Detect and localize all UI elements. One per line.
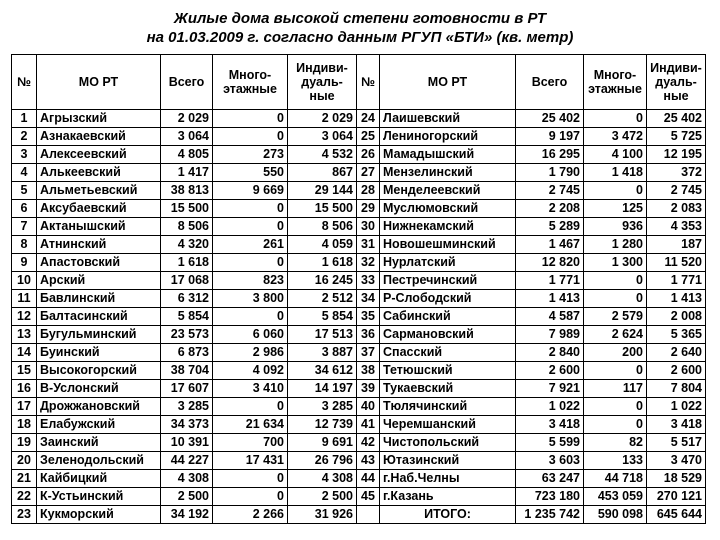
left-district-name: Аксубаевский — [37, 200, 161, 218]
left-district-name: К-Устьинский — [37, 488, 161, 506]
right-multi-storey-value: 1 300 — [584, 254, 647, 272]
table-row — [12, 200, 706, 218]
right-row-number: 24 — [357, 110, 380, 128]
left-multi-storey-value: 0 — [213, 470, 288, 488]
left-individual-value: 31 926 — [288, 506, 357, 524]
right-individual-value: 2 083 — [647, 200, 706, 218]
table-row — [12, 398, 706, 416]
right-district-name: Мензелинский — [380, 164, 516, 182]
right-multi-storey-value: 0 — [584, 362, 647, 380]
left-row-number: 4 — [12, 164, 37, 182]
left-individual-value: 4 308 — [288, 470, 357, 488]
right-individual-value: 2 745 — [647, 182, 706, 200]
right-row-number: 25 — [357, 128, 380, 146]
right-individual-value: 5 365 — [647, 326, 706, 344]
left-district-name: Агрызский — [37, 110, 161, 128]
header-total: Всего — [516, 55, 584, 110]
left-district-name: Актанышский — [37, 218, 161, 236]
left-district-name: Алексеевский — [37, 146, 161, 164]
left-individual-value: 16 245 — [288, 272, 357, 290]
left-multi-storey-value: 0 — [213, 200, 288, 218]
left-total-value: 4 320 — [161, 236, 213, 254]
right-multi-storey-value: 590 098 — [584, 506, 647, 524]
left-row-number: 6 — [12, 200, 37, 218]
right-district-name: Пестречинский — [380, 272, 516, 290]
header-multi: Много-этажные — [584, 55, 647, 110]
right-district-name: Лаишевский — [380, 110, 516, 128]
right-individual-value: 3 470 — [647, 452, 706, 470]
right-row-number: 38 — [357, 362, 380, 380]
left-multi-storey-value: 9 669 — [213, 182, 288, 200]
right-individual-value: 18 529 — [647, 470, 706, 488]
left-total-value: 17 068 — [161, 272, 213, 290]
left-row-number: 21 — [12, 470, 37, 488]
left-individual-value: 34 612 — [288, 362, 357, 380]
right-total-value: 1 771 — [516, 272, 584, 290]
right-individual-value: 2 640 — [647, 344, 706, 362]
left-individual-value: 12 739 — [288, 416, 357, 434]
right-total-value: 12 820 — [516, 254, 584, 272]
left-individual-value: 3 887 — [288, 344, 357, 362]
header-multi: Много-этажные — [213, 55, 288, 110]
table-row — [12, 290, 706, 308]
table-row — [12, 272, 706, 290]
left-total-value: 4 308 — [161, 470, 213, 488]
header-num: № — [357, 55, 380, 110]
right-row-number: 30 — [357, 218, 380, 236]
right-district-name: Менделеевский — [380, 182, 516, 200]
left-district-name: Высокогорский — [37, 362, 161, 380]
right-individual-value: 11 520 — [647, 254, 706, 272]
right-multi-storey-value: 200 — [584, 344, 647, 362]
left-total-value: 3 285 — [161, 398, 213, 416]
left-multi-storey-value: 2 266 — [213, 506, 288, 524]
left-multi-storey-value: 0 — [213, 254, 288, 272]
right-total-value: 9 197 — [516, 128, 584, 146]
left-total-value: 38 704 — [161, 362, 213, 380]
left-row-number: 23 — [12, 506, 37, 524]
left-row-number: 3 — [12, 146, 37, 164]
right-district-name: Нурлатский — [380, 254, 516, 272]
left-individual-value: 867 — [288, 164, 357, 182]
right-total-value: 1 235 742 — [516, 506, 584, 524]
right-district-name: Мамадышский — [380, 146, 516, 164]
left-district-name: Бугульминский — [37, 326, 161, 344]
left-total-value: 17 607 — [161, 380, 213, 398]
left-district-name: Заинский — [37, 434, 161, 452]
left-row-number: 20 — [12, 452, 37, 470]
left-district-name: Бавлинский — [37, 290, 161, 308]
right-row-number: 31 — [357, 236, 380, 254]
right-row-number: 27 — [357, 164, 380, 182]
right-individual-value: 645 644 — [647, 506, 706, 524]
right-row-number: 32 — [357, 254, 380, 272]
right-row-number: 42 — [357, 434, 380, 452]
left-district-name: Арский — [37, 272, 161, 290]
left-individual-value: 14 197 — [288, 380, 357, 398]
left-multi-storey-value: 3 410 — [213, 380, 288, 398]
right-individual-value: 2 008 — [647, 308, 706, 326]
right-row-number: 26 — [357, 146, 380, 164]
right-row-number: 41 — [357, 416, 380, 434]
right-total-value: 7 989 — [516, 326, 584, 344]
left-multi-storey-value: 6 060 — [213, 326, 288, 344]
right-multi-storey-value: 117 — [584, 380, 647, 398]
housing-table — [11, 54, 706, 524]
right-district-name: Чистопольский — [380, 434, 516, 452]
right-district-name: Лениногорский — [380, 128, 516, 146]
right-total-value: 2 745 — [516, 182, 584, 200]
right-row-number: 33 — [357, 272, 380, 290]
header-indiv: Индиви-дуаль-ные — [647, 55, 706, 110]
right-individual-value: 25 402 — [647, 110, 706, 128]
left-individual-value: 15 500 — [288, 200, 357, 218]
right-multi-storey-value: 0 — [584, 398, 647, 416]
left-row-number: 19 — [12, 434, 37, 452]
left-multi-storey-value: 17 431 — [213, 452, 288, 470]
left-multi-storey-value: 2 986 — [213, 344, 288, 362]
left-multi-storey-value: 21 634 — [213, 416, 288, 434]
right-total-value: 4 587 — [516, 308, 584, 326]
title-line-2: на 01.03.2009 г. согласно данным РГУП «БТИ» (кв. метр) — [146, 29, 574, 46]
right-district-name: Ютазинский — [380, 452, 516, 470]
right-multi-storey-value: 4 100 — [584, 146, 647, 164]
left-row-number: 18 — [12, 416, 37, 434]
left-district-name: Кукморский — [37, 506, 161, 524]
right-individual-value: 1 022 — [647, 398, 706, 416]
right-total-value: 1 467 — [516, 236, 584, 254]
right-multi-storey-value: 3 472 — [584, 128, 647, 146]
table-row — [12, 452, 706, 470]
right-total-value: 3 603 — [516, 452, 584, 470]
right-multi-storey-value: 936 — [584, 218, 647, 236]
right-total-value: 2 600 — [516, 362, 584, 380]
table-row — [12, 110, 706, 128]
table-row — [12, 218, 706, 236]
left-multi-storey-value: 4 092 — [213, 362, 288, 380]
left-individual-value: 5 854 — [288, 308, 357, 326]
left-individual-value: 1 618 — [288, 254, 357, 272]
right-total-value: 2 840 — [516, 344, 584, 362]
right-individual-value: 12 195 — [647, 146, 706, 164]
left-row-number: 16 — [12, 380, 37, 398]
table-row — [12, 182, 706, 200]
left-row-number: 10 — [12, 272, 37, 290]
right-individual-value: 4 353 — [647, 218, 706, 236]
left-multi-storey-value: 0 — [213, 128, 288, 146]
table-row — [12, 146, 706, 164]
left-total-value: 34 373 — [161, 416, 213, 434]
right-multi-storey-value: 125 — [584, 200, 647, 218]
left-individual-value: 3 285 — [288, 398, 357, 416]
right-multi-storey-value: 0 — [584, 290, 647, 308]
table-row — [12, 164, 706, 182]
header-mo: МО РТ — [380, 55, 516, 110]
left-row-number: 22 — [12, 488, 37, 506]
table-row — [12, 434, 706, 452]
left-row-number: 14 — [12, 344, 37, 362]
table-row — [12, 506, 706, 524]
left-total-value: 6 873 — [161, 344, 213, 362]
left-multi-storey-value: 3 800 — [213, 290, 288, 308]
right-multi-storey-value: 0 — [584, 182, 647, 200]
right-row-number: 44 — [357, 470, 380, 488]
left-multi-storey-value: 261 — [213, 236, 288, 254]
left-total-value: 4 805 — [161, 146, 213, 164]
table-row — [12, 488, 706, 506]
right-district-name: Тетюшский — [380, 362, 516, 380]
right-district-name: ИТОГО: — [380, 506, 516, 524]
left-district-name: Дрожжановский — [37, 398, 161, 416]
right-total-value: 5 599 — [516, 434, 584, 452]
header-indiv: Индиви-дуаль-ные — [288, 55, 357, 110]
left-total-value: 8 506 — [161, 218, 213, 236]
right-district-name: Р-Слободский — [380, 290, 516, 308]
title-line-1: Жилые дома высокой степени готовности в РТ — [173, 10, 547, 27]
document-title — [0, 9, 720, 47]
right-individual-value: 5 517 — [647, 434, 706, 452]
right-row-number: 43 — [357, 452, 380, 470]
right-total-value: 1 790 — [516, 164, 584, 182]
right-district-name: Черемшанский — [380, 416, 516, 434]
left-row-number: 2 — [12, 128, 37, 146]
left-total-value: 2 029 — [161, 110, 213, 128]
left-row-number: 1 — [12, 110, 37, 128]
left-total-value: 44 227 — [161, 452, 213, 470]
left-district-name: Апастовский — [37, 254, 161, 272]
right-district-name: Сабинский — [380, 308, 516, 326]
left-row-number: 12 — [12, 308, 37, 326]
right-multi-storey-value: 2 624 — [584, 326, 647, 344]
right-row-number: 28 — [357, 182, 380, 200]
left-individual-value: 29 144 — [288, 182, 357, 200]
right-multi-storey-value: 1 280 — [584, 236, 647, 254]
left-row-number: 11 — [12, 290, 37, 308]
left-total-value: 38 813 — [161, 182, 213, 200]
table-row — [12, 380, 706, 398]
right-district-name: г.Казань — [380, 488, 516, 506]
right-district-name: Новошешминский — [380, 236, 516, 254]
header-total: Всего — [161, 55, 213, 110]
left-district-name: Кайбицкий — [37, 470, 161, 488]
right-total-value: 1 413 — [516, 290, 584, 308]
left-district-name: Атнинский — [37, 236, 161, 254]
right-total-value: 7 921 — [516, 380, 584, 398]
left-total-value: 3 064 — [161, 128, 213, 146]
left-individual-value: 3 064 — [288, 128, 357, 146]
right-row-number: 39 — [357, 380, 380, 398]
left-row-number: 15 — [12, 362, 37, 380]
left-individual-value: 2 500 — [288, 488, 357, 506]
left-district-name: Альметьевский — [37, 182, 161, 200]
left-row-number: 13 — [12, 326, 37, 344]
right-individual-value: 3 418 — [647, 416, 706, 434]
left-multi-storey-value: 550 — [213, 164, 288, 182]
right-district-name: Тукаевский — [380, 380, 516, 398]
left-total-value: 1 417 — [161, 164, 213, 182]
left-district-name: Азнакаевский — [37, 128, 161, 146]
right-row-number: 45 — [357, 488, 380, 506]
right-row-number: 40 — [357, 398, 380, 416]
left-total-value: 23 573 — [161, 326, 213, 344]
table-row — [12, 470, 706, 488]
left-multi-storey-value: 0 — [213, 110, 288, 128]
left-individual-value: 17 513 — [288, 326, 357, 344]
header-num: № — [12, 55, 37, 110]
right-row-number — [357, 506, 380, 524]
left-row-number: 9 — [12, 254, 37, 272]
left-multi-storey-value: 0 — [213, 398, 288, 416]
left-district-name: Зеленодольский — [37, 452, 161, 470]
right-total-value: 5 289 — [516, 218, 584, 236]
table-row — [12, 308, 706, 326]
left-total-value: 2 500 — [161, 488, 213, 506]
left-total-value: 15 500 — [161, 200, 213, 218]
table-row — [12, 326, 706, 344]
right-multi-storey-value: 133 — [584, 452, 647, 470]
right-individual-value: 372 — [647, 164, 706, 182]
left-multi-storey-value: 273 — [213, 146, 288, 164]
left-total-value: 34 192 — [161, 506, 213, 524]
right-row-number: 29 — [357, 200, 380, 218]
table-row — [12, 128, 706, 146]
table-row — [12, 362, 706, 380]
table-row — [12, 344, 706, 362]
right-row-number: 35 — [357, 308, 380, 326]
right-row-number: 34 — [357, 290, 380, 308]
right-district-name: Спасский — [380, 344, 516, 362]
left-individual-value: 26 796 — [288, 452, 357, 470]
left-multi-storey-value: 823 — [213, 272, 288, 290]
right-total-value: 723 180 — [516, 488, 584, 506]
right-individual-value: 1 413 — [647, 290, 706, 308]
left-individual-value: 8 506 — [288, 218, 357, 236]
table-row — [12, 236, 706, 254]
right-individual-value: 5 725 — [647, 128, 706, 146]
left-individual-value: 9 691 — [288, 434, 357, 452]
right-total-value: 63 247 — [516, 470, 584, 488]
left-row-number: 8 — [12, 236, 37, 254]
left-district-name: Буинский — [37, 344, 161, 362]
left-multi-storey-value: 700 — [213, 434, 288, 452]
right-district-name: Тюлячинский — [380, 398, 516, 416]
header-row — [12, 55, 706, 110]
right-multi-storey-value: 1 418 — [584, 164, 647, 182]
left-total-value: 6 312 — [161, 290, 213, 308]
right-total-value: 16 295 — [516, 146, 584, 164]
left-district-name: В-Услонский — [37, 380, 161, 398]
right-multi-storey-value: 0 — [584, 272, 647, 290]
right-total-value: 1 022 — [516, 398, 584, 416]
left-individual-value: 2 029 — [288, 110, 357, 128]
left-row-number: 5 — [12, 182, 37, 200]
right-multi-storey-value: 0 — [584, 416, 647, 434]
left-district-name: Алькеевский — [37, 164, 161, 182]
left-individual-value: 4 532 — [288, 146, 357, 164]
right-total-value: 3 418 — [516, 416, 584, 434]
right-multi-storey-value: 453 059 — [584, 488, 647, 506]
right-row-number: 37 — [357, 344, 380, 362]
right-total-value: 2 208 — [516, 200, 584, 218]
left-total-value: 5 854 — [161, 308, 213, 326]
right-district-name: г.Наб.Челны — [380, 470, 516, 488]
right-individual-value: 187 — [647, 236, 706, 254]
table-row — [12, 254, 706, 272]
header-mo: МО РТ — [37, 55, 161, 110]
right-district-name: Нижнекамский — [380, 218, 516, 236]
right-multi-storey-value: 0 — [584, 110, 647, 128]
right-district-name: Муслюмовский — [380, 200, 516, 218]
table-body — [12, 110, 706, 524]
left-individual-value: 2 512 — [288, 290, 357, 308]
right-individual-value: 2 600 — [647, 362, 706, 380]
left-total-value: 1 618 — [161, 254, 213, 272]
left-row-number: 17 — [12, 398, 37, 416]
left-district-name: Елабужский — [37, 416, 161, 434]
table-row — [12, 416, 706, 434]
left-individual-value: 4 059 — [288, 236, 357, 254]
right-individual-value: 7 804 — [647, 380, 706, 398]
right-multi-storey-value: 2 579 — [584, 308, 647, 326]
left-multi-storey-value: 0 — [213, 488, 288, 506]
right-individual-value: 1 771 — [647, 272, 706, 290]
right-individual-value: 270 121 — [647, 488, 706, 506]
left-district-name: Балтасинский — [37, 308, 161, 326]
left-total-value: 10 391 — [161, 434, 213, 452]
right-total-value: 25 402 — [516, 110, 584, 128]
left-row-number: 7 — [12, 218, 37, 236]
left-multi-storey-value: 0 — [213, 218, 288, 236]
right-multi-storey-value: 44 718 — [584, 470, 647, 488]
right-district-name: Сармановский — [380, 326, 516, 344]
right-row-number: 36 — [357, 326, 380, 344]
right-multi-storey-value: 82 — [584, 434, 647, 452]
left-multi-storey-value: 0 — [213, 308, 288, 326]
